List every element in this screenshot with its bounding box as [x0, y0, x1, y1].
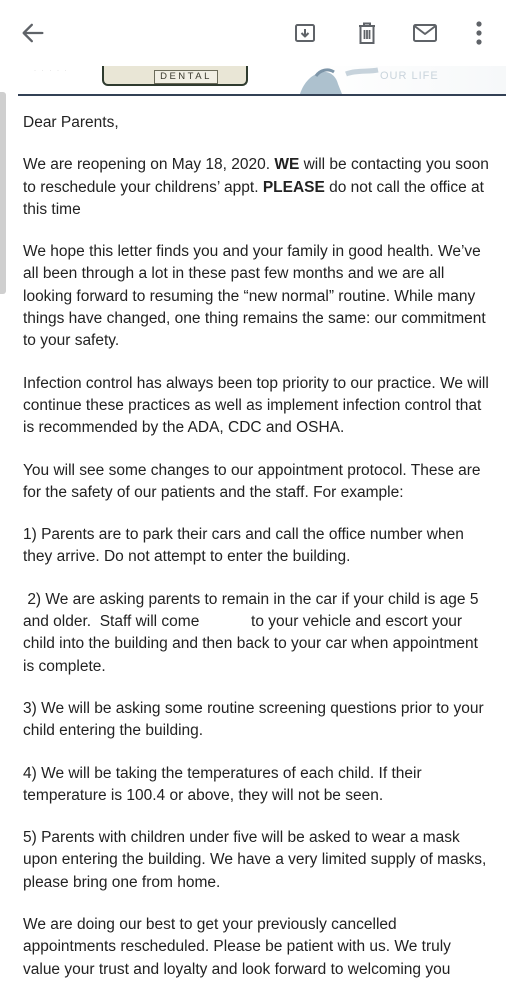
mail-icon	[412, 22, 438, 44]
more-options-button[interactable]	[464, 18, 494, 48]
protocol-item-4: 4) We will be taking the temperatures of each child. If their temperature is 100.4 or above, they will not be seen.	[23, 764, 422, 804]
archive-icon	[294, 22, 316, 44]
arrow-left-icon	[19, 19, 47, 47]
mark-unread-button[interactable]	[410, 18, 440, 48]
infection-control-paragraph: Infection control has always been top priority to our practice. We will continue these practices as well as implement infection control that is recommended by the ADA, CDC and OSHA.	[23, 374, 489, 437]
reopening-paragraph: We are reopening on May 18, 2020. WE will be contacting you soon to reschedule your childrens’ appt. PLEASE do not call the office at this time	[23, 156, 489, 218]
protocol-item-2: 2) We are asking parents to remain in the car if your child is age 5 and older. Staff will come to your vehicle and escort your child into the building and then back to your car when appointment is complete.	[23, 590, 483, 675]
scroll-handle[interactable]	[0, 92, 6, 294]
trash-icon	[356, 21, 378, 45]
practice-header-banner	[18, 66, 506, 96]
email-toolbar	[0, 0, 506, 66]
archive-button[interactable]	[290, 18, 320, 48]
dental-logo	[102, 66, 248, 86]
closing-paragraph: We are doing our best to get your previously cancelled appointments rescheduled. Please be patient with us. We truly value your trust and loyalty and look forward to welcoming you	[23, 916, 451, 978]
protocol-item-1: 1) Parents are to park their cars and call the office number when they arrive. Do not attempt to enter the building.	[23, 526, 464, 566]
protocol-item-5: 5) Parents with children under five will be asked to wear a mask upon entering the building. We have a very limited supply of masks, please bring one from home.	[23, 829, 487, 891]
email-body	[23, 112, 489, 1001]
delete-button[interactable]	[352, 18, 382, 48]
greeting: Dear Parents,	[23, 114, 119, 131]
dental-logo-text: DENTAL	[154, 70, 218, 84]
banner-faint-text: · · · · ·	[34, 68, 69, 74]
banner-tagline: OUR LIFE	[380, 70, 439, 82]
more-vertical-icon	[475, 20, 483, 46]
protocol-intro-paragraph: You will see some changes to our appointment protocol. These are for the safety of our patients and the staff. For example:	[23, 461, 481, 501]
protocol-item-3: 3) We will be asking some routine screening questions prior to your child entering the building.	[23, 699, 484, 740]
back-button[interactable]	[18, 18, 48, 48]
wellbeing-paragraph: We hope this letter finds you and your family in good health. We’ve all been through a lot in these past few months and we are all looking forward to resuming the “new normal” routine. While many things have changed, one thing remains the same: our commitment to your safety.	[23, 243, 486, 350]
